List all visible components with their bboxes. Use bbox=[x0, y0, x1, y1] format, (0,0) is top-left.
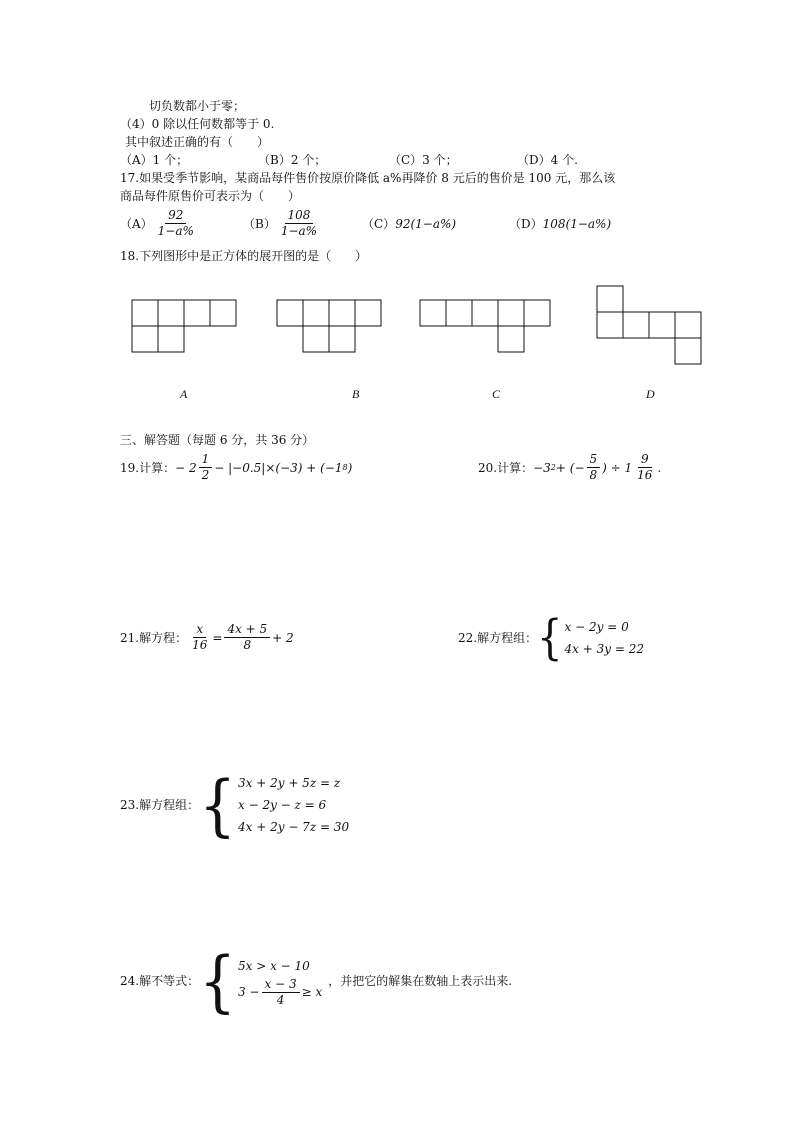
q18-stem: 18.下列图形中是正方体的展开图的是（ ） bbox=[120, 249, 368, 263]
fraction: $\frac{5}{8}$ bbox=[587, 452, 601, 483]
fraction: $\frac{x - 3}{4}$ bbox=[262, 977, 300, 1008]
figure-label-d: D bbox=[646, 387, 655, 401]
q17-option-d: （D）108(1−a%) bbox=[509, 217, 612, 231]
q21: 21.解方程： $\frac{x}{16}$ = $\frac{4x + 5}{8}$ + 2 bbox=[120, 622, 294, 652]
question-prompt: 其中叙述正确的有（ ） bbox=[125, 135, 270, 149]
q17-option-c: （C）92(1−a%) bbox=[362, 217, 457, 231]
statement-line: （4）0 除以任何数都等于 0. bbox=[120, 117, 275, 131]
equation-system: { 3x + 2y + 5z = z x − 2y − z = 6 4x + 2y − 7z = 30 bbox=[199, 765, 350, 845]
fraction: $\frac{92}{1-a\%}$ bbox=[157, 208, 194, 238]
fraction: $\frac{9}{16}$ bbox=[637, 452, 653, 482]
equation-system: { x − 2y = 0 4x + 3y = 22 bbox=[537, 610, 644, 666]
figure-label-c: C bbox=[492, 387, 501, 401]
option-b: （B）2 个； bbox=[258, 153, 327, 167]
q20: 20.计算： −3 2 + (− $\frac{5}{8}$ ) ÷ 1 $\frac{9}{16}$ . bbox=[478, 452, 662, 482]
option-c: （C）3 个； bbox=[389, 153, 458, 167]
q17-stem: 17.如果受季节影响，某商品每件售价按原价降低 a%再降价 8 元后的售价是 100 元，那么该 bbox=[120, 171, 616, 185]
q24: 24.解不等式： { 5x > x − 10 3 − $\frac{x - 3}{4}$ ≥ x ，并把它的解集在数轴上表示出来. bbox=[120, 941, 513, 1021]
option-d: （D）4 个. bbox=[517, 153, 578, 167]
fraction: $\frac{1}{2}$ bbox=[199, 452, 213, 483]
net-c bbox=[420, 300, 550, 352]
q17-stem-cont: 商品每件原售价可表示为（ ） bbox=[120, 189, 301, 203]
fraction: $\frac{108}{1-a\%}$ bbox=[280, 208, 318, 238]
q22: 22.解方程组： { x − 2y = 0 4x + 3y = 22 bbox=[458, 610, 644, 666]
net-d bbox=[597, 286, 701, 364]
fraction: $\frac{x}{16}$ bbox=[192, 622, 208, 652]
figure-label-b: B bbox=[352, 387, 360, 401]
net-a bbox=[132, 300, 236, 352]
section-heading: 三、解答题（每题 6 分，共 36 分） bbox=[120, 433, 315, 447]
q19: 19.计算： − 2 $\frac{1}{2}$ − |−0.5|×(−3) + (−1 8 ) bbox=[120, 452, 353, 482]
net-b bbox=[277, 300, 381, 352]
q17-option-a: （A） $\frac{92}{1-a\%}$ bbox=[120, 208, 199, 239]
option-a: （A）1 个； bbox=[120, 153, 189, 167]
figure-label-a: A bbox=[180, 387, 188, 401]
q17-option-b: （B） $\frac{108}{1-a\%}$ bbox=[243, 208, 322, 239]
inequality-system: { 5x > x − 10 3 − $\frac{x - 3}{4}$ ≥ x bbox=[199, 941, 323, 1021]
fraction: $\frac{4x + 5}{8}$ bbox=[224, 622, 270, 653]
q23: 23.解方程组： { 3x + 2y + 5z = z x − 2y − z = 6 4x + 2y − 7z = 30 bbox=[120, 765, 350, 845]
statement-line: 切负数都小于零； bbox=[149, 99, 246, 113]
